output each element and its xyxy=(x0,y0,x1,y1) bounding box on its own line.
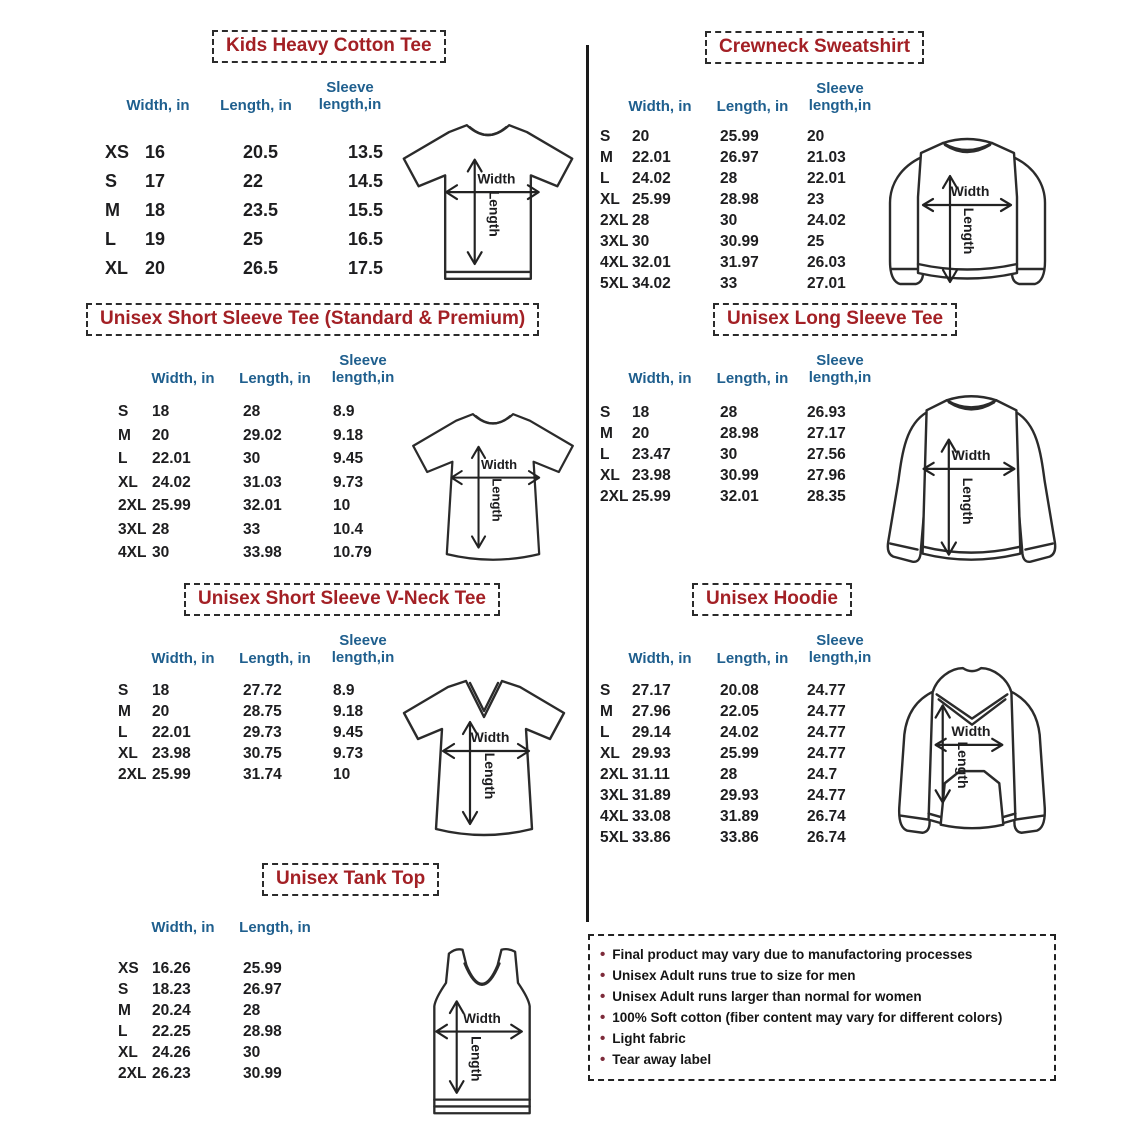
cell: 26.93 xyxy=(807,404,846,421)
table-row xyxy=(600,701,887,722)
table-body xyxy=(118,680,413,785)
cell: 28.98 xyxy=(720,191,759,208)
cell: 24.02 xyxy=(152,473,191,491)
size-label: XL xyxy=(600,745,620,762)
cell: 28 xyxy=(720,404,738,421)
cell: 24.02 xyxy=(632,170,671,187)
bullet-icon: • xyxy=(600,967,606,984)
size-label: M xyxy=(118,1002,131,1019)
table-body xyxy=(118,958,333,1084)
size-label: L xyxy=(600,724,610,741)
size-label: S xyxy=(600,404,611,421)
cell: 26.23 xyxy=(152,1065,191,1082)
cell: 15.5 xyxy=(348,200,384,220)
cell: 30.75 xyxy=(243,745,282,762)
cell: 30 xyxy=(152,544,170,561)
cell: 30 xyxy=(243,1044,261,1061)
cell: 20 xyxy=(632,128,650,145)
cell: 22.01 xyxy=(807,170,846,187)
cell: 23.98 xyxy=(632,467,671,484)
table-row xyxy=(118,1042,333,1063)
length-arrow-label: Length xyxy=(486,190,502,237)
table-row xyxy=(105,225,428,254)
width-arrow-label: Width xyxy=(477,171,516,187)
cell: 29.02 xyxy=(243,426,282,444)
size-label: 2XL xyxy=(118,1065,147,1082)
cell: 25.99 xyxy=(720,128,759,145)
cell: 28 xyxy=(243,403,261,420)
cell: 19 xyxy=(145,229,166,249)
cell: 20.08 xyxy=(720,682,759,699)
hoodie-pocket xyxy=(941,771,1004,828)
cell: 31.11 xyxy=(632,766,670,783)
table-body xyxy=(600,126,887,294)
cell: 18 xyxy=(152,403,170,420)
table-row xyxy=(118,958,333,979)
cell: 33 xyxy=(720,275,738,292)
size-label: 2XL xyxy=(600,212,629,229)
cell: 23.47 xyxy=(632,446,671,463)
cell: 27.72 xyxy=(243,682,282,699)
size-label: 2XL xyxy=(118,766,147,783)
bullet-icon: • xyxy=(600,1051,606,1068)
table-row xyxy=(105,138,428,167)
section-title: Kids Heavy Cotton Tee xyxy=(212,30,446,63)
column-header: Sleeve length,in xyxy=(808,80,872,114)
cell: 32.01 xyxy=(243,497,282,514)
length-arrow-label: Length xyxy=(961,207,977,255)
size-label: M xyxy=(600,425,613,442)
cell: 20 xyxy=(632,425,650,442)
table-row xyxy=(118,424,413,448)
table-header xyxy=(108,80,396,114)
size-label: 2XL xyxy=(600,766,629,783)
size-label: L xyxy=(118,450,128,467)
table-row xyxy=(118,494,413,518)
table-row xyxy=(105,196,428,225)
table-header xyxy=(610,633,885,667)
cell: 14.5 xyxy=(348,171,384,191)
column-header: Length, in xyxy=(716,97,789,115)
cell: 8.9 xyxy=(333,403,355,420)
table-row xyxy=(118,979,333,1000)
size-label: 3XL xyxy=(600,233,629,250)
width-arrow-label: Width xyxy=(951,446,991,463)
column-divider xyxy=(586,45,589,922)
cell: 9.73 xyxy=(333,473,364,491)
section-title: Unisex Long Sleeve Tee xyxy=(713,303,957,336)
cell: 9.45 xyxy=(333,450,364,467)
cell: 18 xyxy=(632,404,650,421)
size-label: 4XL xyxy=(118,544,147,561)
size-label: 4XL xyxy=(600,808,629,825)
cell: 22.01 xyxy=(152,450,191,467)
note-item xyxy=(600,965,1044,986)
width-arrow-label: Width xyxy=(463,1010,501,1026)
bullet-icon: • xyxy=(600,1009,606,1026)
table-header xyxy=(135,919,319,936)
table-row xyxy=(600,806,887,827)
size-label: 5XL xyxy=(600,275,629,292)
table-row xyxy=(105,167,428,196)
column-header: Sleeve length,in xyxy=(808,632,872,666)
size-label: 3XL xyxy=(118,520,147,538)
vneck-tee-diagram xyxy=(394,670,574,847)
note-item xyxy=(600,1049,1044,1070)
section-title: Unisex Short Sleeve V-Neck Tee xyxy=(184,583,500,616)
note-text: Unisex Adult runs true to size for men xyxy=(612,968,856,983)
cell: 28 xyxy=(152,520,170,538)
cell: 16.5 xyxy=(348,229,384,249)
cell: 30.99 xyxy=(720,467,759,484)
cell: 20 xyxy=(152,426,170,444)
cell: 10 xyxy=(333,766,351,783)
column-header: Sleeve length,in xyxy=(808,352,872,386)
cell: 30 xyxy=(720,212,738,229)
length-arrow-label: Length xyxy=(489,478,505,522)
size-label: L xyxy=(105,229,116,249)
cell: 33.08 xyxy=(632,808,671,825)
cell: 25 xyxy=(243,229,264,249)
cell: 27.17 xyxy=(807,425,846,442)
cell: 20.24 xyxy=(152,1002,191,1019)
cell: 27.56 xyxy=(807,446,846,463)
cell: 23 xyxy=(807,191,825,208)
short-sleeve-tee-diagram xyxy=(402,398,584,574)
cell: 8.9 xyxy=(333,682,355,699)
cell: 24.02 xyxy=(807,212,846,229)
cell: 25.99 xyxy=(632,488,671,505)
width-arrow-label: Width xyxy=(470,729,510,745)
cell: 25.99 xyxy=(632,191,671,208)
cell: 28.98 xyxy=(720,425,759,442)
table-row xyxy=(600,465,887,486)
size-label: S xyxy=(105,171,118,191)
note-item xyxy=(600,1007,1044,1028)
size-label: 4XL xyxy=(600,254,629,271)
table-row xyxy=(118,471,413,495)
size-label: 5XL xyxy=(600,829,629,846)
column-header: Width, in xyxy=(151,919,215,936)
cell: 31.89 xyxy=(632,787,671,804)
column-header: Width, in xyxy=(628,649,692,667)
cell: 17.5 xyxy=(348,258,384,278)
table-row xyxy=(600,273,887,294)
cell: 18.23 xyxy=(152,981,191,998)
cell: 25 xyxy=(807,233,825,250)
section-title: Unisex Short Sleeve Tee (Standard & Premium) xyxy=(86,303,539,336)
column-header: Length, in xyxy=(220,96,292,114)
table-row xyxy=(118,1063,333,1084)
size-label: XL xyxy=(600,191,620,208)
cell: 23.98 xyxy=(152,745,191,762)
size-label: M xyxy=(600,149,613,166)
cell: 31.03 xyxy=(243,473,282,491)
table-body xyxy=(600,402,887,507)
notes-box xyxy=(588,934,1056,1081)
cell: 33.86 xyxy=(632,829,671,846)
note-item xyxy=(600,1028,1044,1049)
crewneck-diagram xyxy=(860,133,1075,295)
cell: 9.45 xyxy=(333,724,364,741)
cell: 28 xyxy=(720,170,738,187)
cell: 29.73 xyxy=(243,724,282,741)
size-label: XL xyxy=(118,745,138,762)
column-header: Sleeve length,in xyxy=(318,79,382,113)
cell: 26.97 xyxy=(720,149,759,166)
size-label: M xyxy=(118,426,131,444)
cell: 28 xyxy=(243,1002,261,1019)
cell: 9.18 xyxy=(333,426,364,444)
cell: 20 xyxy=(152,703,170,720)
cell: 28 xyxy=(632,212,650,229)
size-label: S xyxy=(118,403,129,420)
cell: 18 xyxy=(145,200,166,220)
cell: 22.05 xyxy=(720,703,759,720)
note-text: Light fabric xyxy=(612,1031,686,1046)
cell: 26.74 xyxy=(807,808,846,825)
size-label: S xyxy=(600,128,611,145)
size-label: L xyxy=(600,170,610,187)
section-title: Unisex Hoodie xyxy=(692,583,852,616)
table-row xyxy=(600,126,887,147)
cell: 26.74 xyxy=(807,829,846,846)
cell: 10.4 xyxy=(333,520,364,538)
column-header: Width, in xyxy=(628,97,692,115)
cell: 23.5 xyxy=(243,200,279,220)
cell: 10 xyxy=(333,497,351,514)
cell: 9.18 xyxy=(333,703,364,720)
table-row xyxy=(600,168,887,189)
length-arrow-label: Length xyxy=(959,477,976,525)
size-label: 3XL xyxy=(600,787,629,804)
column-header: Width, in xyxy=(151,649,215,667)
table-row xyxy=(600,785,887,806)
cell: 34.02 xyxy=(632,275,671,292)
table-row xyxy=(600,722,887,743)
width-arrow-label: Width xyxy=(951,722,991,739)
cell: 30 xyxy=(632,233,650,250)
table-row xyxy=(600,147,887,168)
column-header: Sleeve length,in xyxy=(331,352,395,386)
cell: 32.01 xyxy=(632,254,671,271)
cell: 24.77 xyxy=(807,682,846,699)
cell: 25.99 xyxy=(152,497,191,514)
table-row xyxy=(105,254,428,283)
cell: 25.99 xyxy=(152,766,191,783)
table-header xyxy=(610,353,885,387)
cell: 29.14 xyxy=(632,724,671,741)
cell: 26.5 xyxy=(243,258,279,278)
size-label: XS xyxy=(118,960,139,977)
cell: 31.74 xyxy=(243,766,282,783)
cell: 20.5 xyxy=(243,142,279,162)
hoodie-diagram xyxy=(876,658,1068,858)
table-row xyxy=(600,423,887,444)
cell: 22.01 xyxy=(632,149,671,166)
column-header: Length, in xyxy=(239,369,311,387)
note-text: 100% Soft cotton (fiber content may vary for different colors) xyxy=(612,1010,1003,1025)
table-row xyxy=(118,743,413,764)
table-row xyxy=(600,231,887,252)
width-arrow-label: Width xyxy=(950,183,990,199)
cell: 30 xyxy=(243,450,261,467)
table-row xyxy=(118,722,413,743)
table-row xyxy=(600,743,887,764)
note-text: Final product may vary due to manufactoring processes xyxy=(612,947,973,962)
cell: 27.01 xyxy=(807,275,846,292)
table-header xyxy=(610,81,885,115)
cell: 25.99 xyxy=(243,960,282,977)
column-header: Width, in xyxy=(126,96,190,114)
table-row xyxy=(600,827,887,848)
size-label: 2XL xyxy=(118,497,147,514)
cell: 28.98 xyxy=(243,1023,282,1040)
column-header: Length, in xyxy=(716,369,789,387)
tank-top-diagram xyxy=(418,942,546,1122)
section-title: Crewneck Sweatshirt xyxy=(705,31,924,64)
size-label: M xyxy=(118,703,131,720)
size-label: XL xyxy=(600,467,620,484)
cell: 28.75 xyxy=(243,703,282,720)
cell: 24.77 xyxy=(807,703,846,720)
bullet-icon: • xyxy=(600,1030,606,1047)
cell: 29.93 xyxy=(720,787,759,804)
size-label: S xyxy=(118,981,129,998)
table-body xyxy=(118,400,413,565)
cell: 22.25 xyxy=(152,1023,191,1040)
size-label: XL xyxy=(118,473,138,491)
cell: 31.97 xyxy=(720,254,759,271)
table-row xyxy=(600,402,887,423)
cell: 27.96 xyxy=(632,703,671,720)
size-label: M xyxy=(600,703,613,720)
bullet-icon: • xyxy=(600,988,606,1005)
width-arrow-label: Width xyxy=(481,457,518,473)
table-header xyxy=(135,633,407,667)
cell: 16.26 xyxy=(152,960,191,977)
cell: 30.99 xyxy=(243,1065,282,1082)
cell: 30 xyxy=(720,446,738,463)
cell: 28 xyxy=(720,766,738,783)
note-item xyxy=(600,986,1044,1007)
table-body xyxy=(105,138,428,283)
table-row xyxy=(600,444,887,465)
bullet-icon: • xyxy=(600,946,606,963)
length-arrow-label: Length xyxy=(468,1036,484,1082)
size-label: M xyxy=(105,200,120,220)
cell: 24.77 xyxy=(807,724,846,741)
table-body xyxy=(600,680,887,848)
table-row xyxy=(600,486,887,507)
table-row xyxy=(118,680,413,701)
table-row xyxy=(118,1000,333,1021)
cell: 21.03 xyxy=(807,149,846,166)
column-header: Width, in xyxy=(151,369,215,387)
cell: 9.73 xyxy=(333,745,364,762)
cell: 22 xyxy=(243,171,264,191)
table-row xyxy=(118,701,413,722)
cell: 26.03 xyxy=(807,254,846,271)
cell: 33 xyxy=(243,520,261,538)
cell: 20 xyxy=(145,258,166,278)
table-row xyxy=(600,210,887,231)
note-text: Tear away label xyxy=(612,1052,712,1067)
cell: 26.97 xyxy=(243,981,282,998)
table-row xyxy=(600,189,887,210)
cell: 18 xyxy=(152,682,170,699)
table-row xyxy=(600,764,887,785)
cell: 24.02 xyxy=(720,724,759,741)
cell: 17 xyxy=(145,171,166,191)
cell: 22.01 xyxy=(152,724,191,741)
table-row xyxy=(118,541,413,565)
table-row xyxy=(118,764,413,785)
size-label: XS xyxy=(105,142,130,162)
cell: 33.86 xyxy=(720,829,759,846)
table-header xyxy=(135,353,407,387)
size-label: L xyxy=(600,446,610,463)
cell: 10.79 xyxy=(333,544,372,561)
cell: 30.99 xyxy=(720,233,759,250)
cell: 32.01 xyxy=(720,488,759,505)
cell: 20 xyxy=(807,128,825,145)
cell: 31.89 xyxy=(720,808,759,825)
column-header: Sleeve length,in xyxy=(331,632,395,666)
cell: 25.99 xyxy=(720,745,759,762)
long-sleeve-tee-diagram xyxy=(858,392,1085,576)
cell: 24.26 xyxy=(152,1044,191,1061)
size-label: S xyxy=(118,682,129,699)
table-row xyxy=(118,1021,333,1042)
cell: 28.35 xyxy=(807,488,846,505)
cell: 16 xyxy=(145,142,166,162)
table-row xyxy=(600,680,887,701)
cell: 24.77 xyxy=(807,745,846,762)
size-label: L xyxy=(118,724,128,741)
cell: 27.17 xyxy=(632,682,671,699)
length-arrow-label: Length xyxy=(482,752,498,800)
column-header: Width, in xyxy=(628,369,692,387)
kids-tee-diagram xyxy=(392,112,584,290)
cell: 13.5 xyxy=(348,142,384,162)
column-header: Length, in xyxy=(716,649,789,667)
column-header: Length, in xyxy=(239,919,311,936)
cell: 27.96 xyxy=(807,467,846,484)
table-row xyxy=(118,447,413,471)
cell: 29.93 xyxy=(632,745,671,762)
cell: 24.77 xyxy=(807,787,846,804)
table-row xyxy=(118,518,413,542)
size-label: S xyxy=(600,682,611,699)
size-label: XL xyxy=(105,258,129,278)
table-row xyxy=(118,400,413,424)
section-title: Unisex Tank Top xyxy=(262,863,439,896)
note-item xyxy=(600,944,1044,965)
cell: 24.7 xyxy=(807,766,838,783)
table-row xyxy=(600,252,887,273)
note-text: Unisex Adult runs larger than normal for women xyxy=(612,989,922,1004)
column-header: Length, in xyxy=(239,649,311,667)
cell: 33.98 xyxy=(243,544,282,561)
size-label: L xyxy=(118,1023,128,1040)
length-arrow-label: Length xyxy=(954,741,971,789)
size-label: 2XL xyxy=(600,488,629,505)
size-label: XL xyxy=(118,1044,138,1061)
